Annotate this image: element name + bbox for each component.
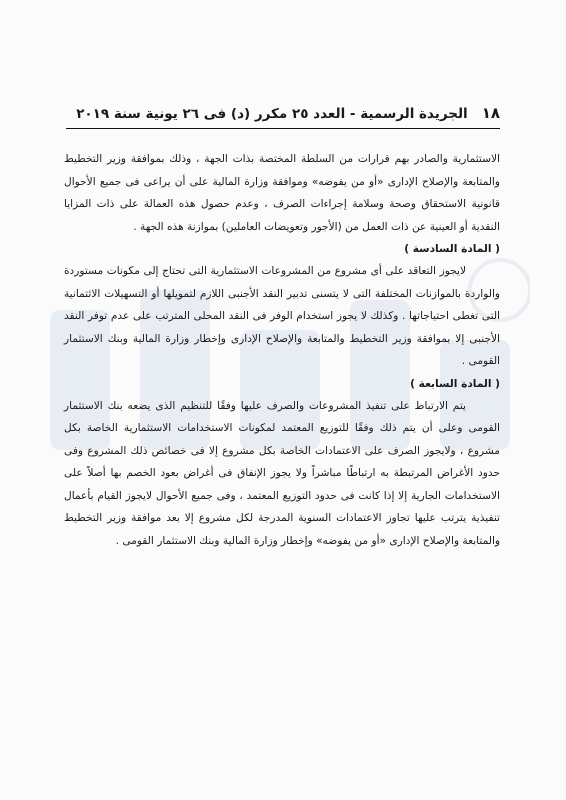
article-6-heading: ( المادة السادسة ) [404, 243, 500, 255]
gazette-title: الجريدة الرسمية - العدد ٢٥ مكرر (د) فى ٢٦ يونية سنة ٢٠١٩ [76, 106, 468, 122]
article-7-text: يتم الارتباط على تنفيذ المشروعات والصرف عليها وفقًا للتنظيم الذى يضعه بنك الاستثمار القومى وعلى أن يتم ذلك وفقًا للتوزيع المعتمد لمكونات الاستخدامات الاستثمارية الخاصة بكل مشروع ، ولايجوز الصرف على الاعتمادات الخاصة بكل مشروع إلا فى خصائص ذلك المشروع وفى حدود الأغراض المرتبطة به ارتباطًا مباشراً ولا يجوز الإنفاق فى أغراض بعود الخصم بها أصلاً على الاستخدامات الجارية إلا إذا كانت فى حدود التوزيع المعتمد ، وفى جميع الأحوال لايجوز القيام بأعمال تنفيذية يترتب عليها تجاوز الاعتمادات السنوية المدرجة لكل مشروع إلا بعد موافقة وزير التخطيط والمتابعة والإصلاح الإدارى «أو من يفوضه» وإخطار وزارة المالية وبنك الاستثمار القومى . [64, 399, 500, 547]
paragraph-continuation: الاستثمارية والصادر بهم قرارات من السلطة المختصة بذات الجهة ، وذلك بموافقة وزير التخطيط والمتابعة والإصلاح الإدارى «أو من يفوضه» وموافقة وزارة المالية على أن يراعى فى جميع الأحوال قانونية الاستحقاق وصحة وسلامة إجراءات الصرف ، وعدم حصول هذه العمالة على ذات المزايا النقدية أو العينية عن ذات العمل من (الأجور وتعويضات العاملين) بموازنة هذه الجهة . [64, 153, 500, 233]
article-7-heading: ( المادة السابعة ) [410, 377, 500, 390]
page-header [66, 104, 500, 122]
article-6-text: لايجوز التعاقد على أى مشروع من المشروعات الاستثمارية التى تحتاج إلى مكونات مستوردة والواردة بالموازنات المختلفة التى لا يتسنى تدبير النقد الأجنبى اللازم لتمويلها أو التسهيلات الائتمانية التى تغطى احتياجاتها . وكذلك لا يجوز استخدام الوفر فى النقد المحلى المترتب على عدم توفر النقد الأجنبى إلا بموافقة وزير التخطيط والمتابعة والإصلاح الإدارى وإخطار وزارة المالية وبنك الاستثمار القومى . [64, 265, 500, 367]
document-body [64, 148, 500, 552]
header-divider [66, 128, 500, 129]
page-number: ١٨ [481, 104, 500, 122]
